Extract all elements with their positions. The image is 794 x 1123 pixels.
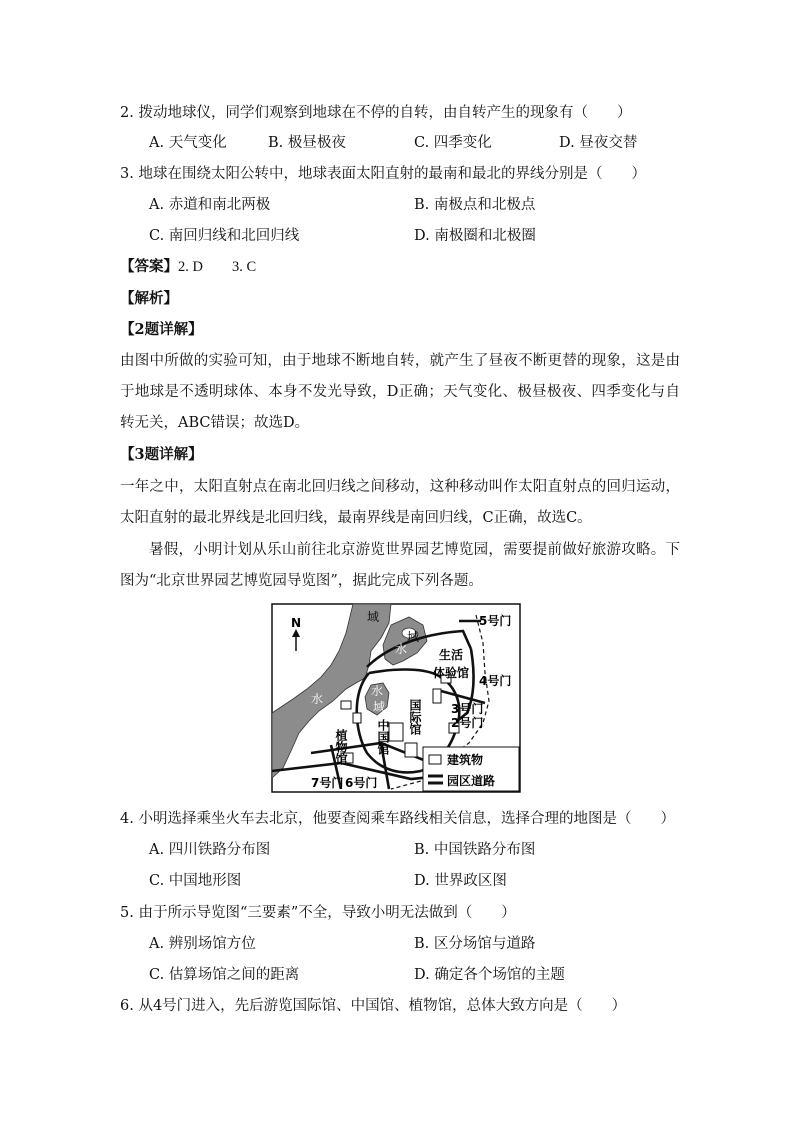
q5-option-c: C. 估算场馆之间的距离: [149, 967, 300, 983]
gate-5-label: 5号门: [479, 614, 512, 628]
question-3-stem: 3. 地球在围绕太阳公转中，地球表面太阳直射的最南和最北的界线分别是（ ）: [120, 166, 646, 182]
q3-option-b: B. 南极点和北极点: [414, 197, 536, 213]
north-label: N: [291, 616, 302, 630]
gate-7-label: 7号门: [311, 776, 344, 790]
water-label-5: 水: [371, 684, 384, 698]
q4-option-a: A. 四川铁路分布图: [149, 842, 271, 858]
map-svg: [271, 603, 521, 793]
expo-guide-map: [271, 603, 521, 793]
q5-option-b: B. 区分场馆与道路: [414, 936, 536, 952]
q3-option-a: A. 赤道和南北两极: [149, 197, 271, 213]
china-hall-label: 中国馆: [376, 719, 390, 755]
water-label-4: 水: [311, 692, 324, 706]
q5-option-d: D. 确定各个场馆的主题: [414, 967, 565, 983]
legend-building-swatch: [429, 755, 441, 764]
water-label-3: 域: [407, 630, 420, 644]
water-label-2: 水: [395, 642, 408, 656]
q3-detail-text: 一年之中，太阳直射点在南北回归线之间移动，这种移动叫作太阳直射点的回归运动，太阳直射的最北界线是北回归线，最南界线是南回归线，C正确，故选C。: [120, 479, 680, 526]
intl-hall-label: 国际馆: [408, 699, 422, 735]
q4-option-c: C. 中国地形图: [149, 873, 242, 889]
question-6-stem: 6. 从4号门进入，先后游览国际馆、中国馆、植物馆，总体大致方向是（ ）: [120, 998, 627, 1014]
question-4-stem: 4. 小明选择乘坐火车去北京，他要查阅乘车路线相关信息，选择合理的地图是（ ）: [120, 811, 675, 827]
q4-option-d: D. 世界政区图: [414, 873, 507, 889]
q3-detail-label: 【3题详解】: [120, 446, 203, 463]
plant-hall-label: 植物馆: [334, 729, 348, 765]
life-hall-label-2: 体验馆: [433, 666, 470, 680]
q4-option-b: B. 中国铁路分布图: [414, 842, 536, 858]
life-hall-label: 生活: [439, 648, 464, 662]
q5-option-a: A. 辨别场馆方位: [149, 936, 256, 952]
q2-option-a: A. 天气变化: [149, 135, 227, 151]
answer-text: 2. D 3. C: [178, 259, 257, 275]
gate-3-label: 3号门: [451, 702, 484, 716]
answer-line: [120, 257, 256, 277]
analysis-label: 【解析】: [120, 290, 178, 307]
legend-building-label: 建筑物: [447, 753, 484, 767]
q2-option-c: C. 四季变化: [414, 135, 492, 151]
q2-option-b: B. 极昼极夜: [268, 135, 346, 151]
gate-6-label: 6号门: [345, 776, 378, 790]
question-2-stem: 2. 拨动地球仪，同学们观察到地球在不停的自转，由自转产生的现象有（ ）: [120, 105, 632, 121]
gate-2-label: 2号门: [451, 716, 484, 730]
q2-option-d: D. 昼夜交替: [559, 135, 638, 151]
q2-detail-label: 【2题详解】: [120, 321, 203, 338]
question-5-stem: 5. 由于所示导览图“三要素”不全，导致小明无法做到（ ）: [120, 905, 516, 921]
q3-option-d: D. 南极圈和北极圈: [414, 228, 536, 244]
intro-text: 暑假，小明计划从乐山前往北京游览世界园艺博览园，需要提前做好旅游攻略。下图为“北京世界园艺博览园导览图”，据此完成下列各题。: [120, 542, 680, 589]
legend-road-label: 园区道路: [447, 774, 496, 788]
answer-label: 【答案】: [120, 258, 178, 275]
q3-option-c: C. 南回归线和北回归线: [149, 228, 300, 244]
gate-4-label: 4号门: [479, 674, 512, 688]
water-label-1: 域: [367, 610, 380, 624]
water-label-6: 域: [373, 700, 386, 714]
q2-detail-text: 由图中所做的实验可知，由于地球不断地自转，就产生了昼夜不断更替的现象，这是由于地球是不透明球体、本身不发光导致，D正确；天气变化、极昼极夜、四季变化与自转无关，ABC错误；故选D。: [120, 353, 680, 431]
